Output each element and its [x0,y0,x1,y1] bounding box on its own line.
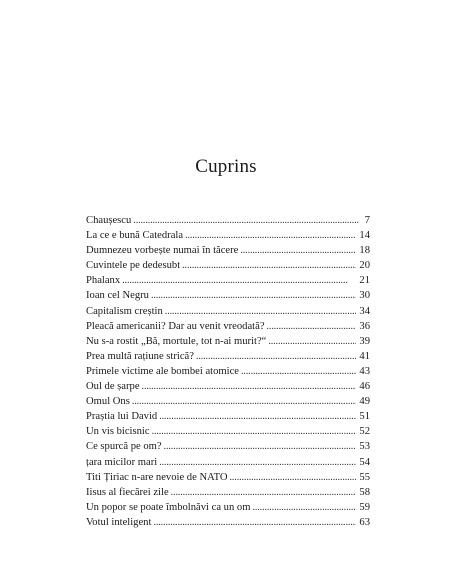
toc-entry-title: Phalanx [86,275,121,287]
toc-entry-page-number: 58 [359,486,370,498]
toc-entry-page-number: 7 [364,215,370,226]
toc-entry-page-number: 54 [359,456,370,468]
toc-entry-page-number: 46 [359,381,370,393]
toc-entry-page-number: 14 [359,230,370,242]
dot-leader [153,515,356,530]
toc-entry-title: Prea multă rațiune strică? [86,350,194,362]
dot-leader [132,394,357,409]
toc-entry [86,409,370,424]
toc-entry-page-number: 43 [359,365,370,377]
toc-entry-page-number: 63 [359,516,370,528]
dot-leader [152,424,357,439]
toc-entry-page-number: 18 [359,245,370,257]
toc-entry [86,228,370,243]
dot-leader [196,349,356,364]
toc-entry-page-number: 36 [359,320,370,332]
toc-entry-title: Praștia lui David [86,411,158,423]
toc-entry-page-number: 21 [359,275,370,287]
dot-leader [267,319,357,334]
toc-entry-page-number: 55 [359,471,370,483]
toc-entry [86,470,370,485]
toc-entry-title: Dumnezeu vorbește numai în tăcere [86,245,239,257]
toc-entry [86,213,370,228]
toc-entry-page-number: 59 [359,501,370,513]
toc-entry [86,364,370,379]
toc-entry-title: Oul de șarpe [86,381,140,393]
toc-entry [86,515,370,530]
toc-entry [86,334,370,349]
toc-entry [86,424,370,439]
dot-leader [240,243,356,258]
toc-entry-title: Titi Țiriac n-are nevoie de NATO [86,471,228,483]
dot-leader [241,364,356,379]
toc-entry-page-number: 49 [359,396,370,408]
toc-entry [86,349,370,364]
toc-entry [86,379,370,394]
dot-leader [171,485,357,500]
toc-entry [86,319,370,334]
toc-entry-page-number: 30 [359,290,370,302]
toc-entry-title: Ce spurcă pe om? [86,441,162,453]
toc-entry [86,455,370,470]
dot-leader [182,258,356,273]
toc-entry-title: Ioan cel Negru [86,290,149,302]
toc-entry [86,500,370,515]
page-title: Cuprins [195,156,257,177]
toc-entry [86,243,370,258]
dot-leader [230,470,357,485]
toc-entry-page-number: 53 [359,441,370,453]
dot-leader [159,455,356,470]
dot-leader [185,228,356,243]
toc-entry [86,288,370,303]
dot-leader [122,273,356,288]
dot-leader [133,213,361,228]
toc-entry [86,485,370,500]
dot-leader [151,288,356,303]
dot-leader [142,379,357,394]
toc-entry-page-number: 20 [359,260,370,272]
toc-entry-page-number: 52 [359,426,370,438]
toc-entry [86,439,370,454]
toc-entry [86,304,370,319]
toc-entry [86,258,370,273]
toc-entry-title: Votul inteligent [86,516,152,528]
table-of-contents [86,213,370,530]
toc-entry [86,273,370,288]
toc-entry-title: Cuvintele pe dedesubt [86,260,181,272]
toc-entry-title: La ce e bună Catedrala [86,230,184,242]
dot-leader [164,439,357,454]
toc-entry-page-number: 41 [359,350,370,362]
toc-entry-title: Iisus al fiecărei zile [86,486,169,498]
toc-entry-title: Omul Ons [86,396,130,408]
toc-entry-title: Un vis bicisnic [86,426,150,438]
toc-entry-title: Capitalism creștin [86,305,163,317]
toc-entry-title: Un popor se poate îmbolnăvi ca un om [86,501,251,513]
toc-entry-page-number: 39 [359,335,370,347]
dot-leader [268,334,356,349]
toc-entry-page-number: 51 [359,411,370,423]
dot-leader [252,500,356,515]
toc-entry-title: țara micilor mari [86,456,158,468]
toc-entry-page-number: 34 [359,305,370,317]
toc-entry-title: Pleacă americanii? Dar au venit vreodată? [86,320,265,332]
toc-entry-title: Nu s-a rostit „Bă, mortule, tot n-ai murit?“ [86,335,267,347]
dot-leader [165,304,357,319]
dot-leader [159,409,356,424]
toc-entry-title: Primele victime ale bombei atomice [86,365,239,377]
toc-entry-title: Chaușescu [86,215,132,226]
toc-entry [86,394,370,409]
